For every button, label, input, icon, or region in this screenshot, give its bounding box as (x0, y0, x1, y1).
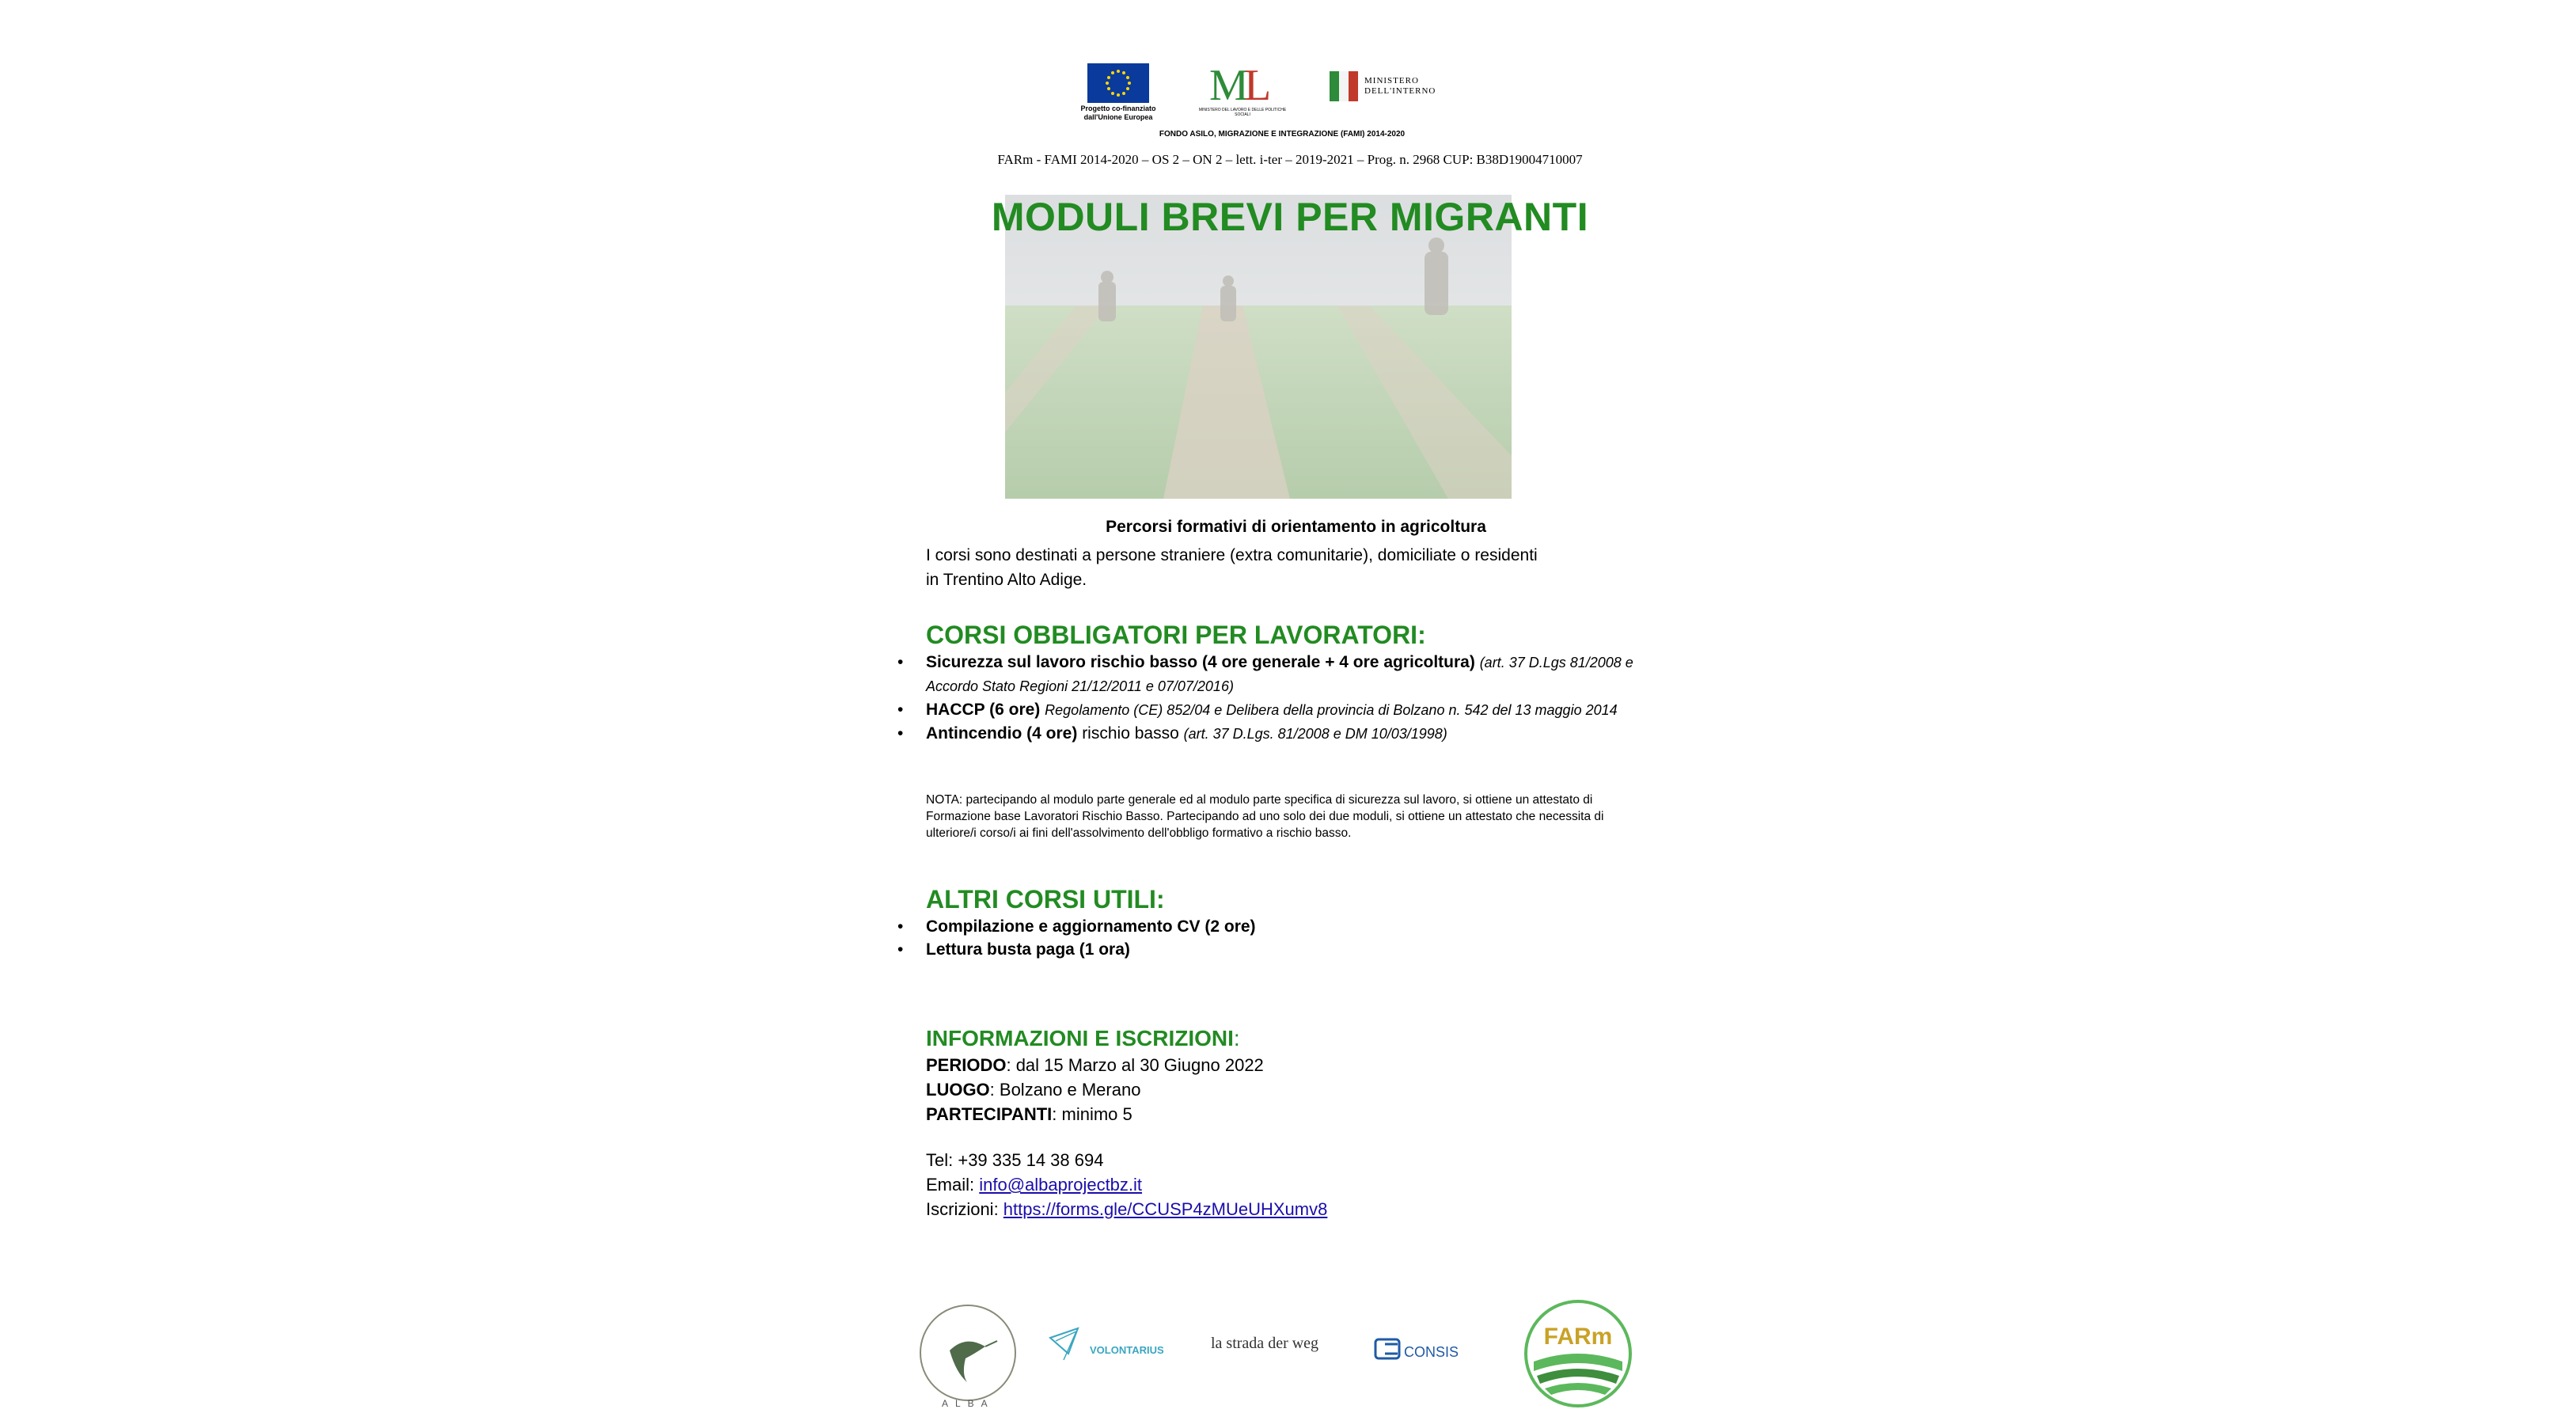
flyer-page (871, 0, 1709, 1413)
svg-text:M: M (1209, 61, 1249, 106)
alba-text: ALBA (942, 1398, 995, 1409)
strada-der-weg-logo: la strada der weg (1211, 1335, 1319, 1352)
info-heading: INFORMAZIONI E ISCRIZIONI: (926, 1026, 1240, 1050)
email-row: Email: info@albaprojectbz.it (926, 1175, 1143, 1195)
page-title: MODULI BREVI PER MIGRANTI (991, 195, 1589, 239)
tel-row: Tel: +39 335 14 38 694 (926, 1150, 1104, 1170)
intro-text: I corsi sono destinati a persone straniere (extra comunitarie), domiciliate o residenti in Trentino Alto Adige. (926, 546, 1538, 589)
svg-text:L: L (1244, 61, 1272, 106)
ministero-interno-text: MINISTERO DELL'INTERNO (1364, 76, 1436, 96)
email-link[interactable]: info@albaprojectbz.it (979, 1175, 1143, 1195)
partecipanti-row: PARTECIPANTI: minimo 5 (926, 1104, 1132, 1124)
farm-logo (1523, 1298, 1633, 1409)
other-courses-heading: ALTRI CORSI UTILI: (926, 885, 1165, 914)
list-item: • Sicurezza sul lavoro rischio basso (4 ore generale + 4 ore agricoltura) (art. 37 D.Lgs 81/2008 e Accordo Stato Regioni 21/12/2011 e 07/07/2016) (897, 651, 1641, 698)
ministero-lavoro-caption: MINISTERO DEL LAVORO E DELLE POLITICHE SOCIALI (1198, 108, 1287, 117)
contact-details (926, 1148, 1480, 1221)
svg-text:VOLONTARIUS: VOLONTARIUS (1090, 1344, 1164, 1356)
list-item: • HACCP (6 ore) Regolamento (CE) 852/04 e Delibera della provincia di Bolzano n. 542 del 13 maggio 2014 (897, 698, 1641, 722)
svg-text:FARm: FARm (1543, 1324, 1613, 1350)
other-courses-list (897, 915, 1641, 961)
svg-text:CONSIS: CONSIS (1404, 1344, 1459, 1360)
volontarius-logo (1046, 1322, 1165, 1369)
periodo-row: PERIODO: dal 15 Marzo al 30 Giugno 2022 (926, 1055, 1264, 1075)
mandatory-courses-list (897, 651, 1641, 746)
project-reference: FARm - FAMI 2014-2020 – OS 2 – ON 2 – lett. i-ter – 2019-2021 – Prog. n. 2968 CUP: B38D19004710007 (997, 152, 1583, 167)
fondo-caption: FONDO ASILO, MIGRAZIONE E INTEGRAZIONE (FAMI) 2014-2020 (1159, 130, 1406, 139)
italian-flag-logo (1330, 71, 1358, 101)
mandatory-courses-heading: CORSI OBBLIGATORI PER LAVORATORI: (926, 621, 1426, 649)
luogo-row: LUOGO: Bolzano e Merano (926, 1080, 1141, 1100)
iscrizioni-link[interactable]: https://forms.gle/CCUSP4zMUeUHXumv8 (1003, 1199, 1328, 1219)
ministero-lavoro-logo (1203, 60, 1282, 106)
consis-logo (1374, 1333, 1485, 1365)
eu-caption: Progetto co-finanziato dall'Unione Europea (1080, 104, 1156, 121)
field-workers-photo (1005, 195, 1512, 499)
info-details (926, 1053, 1480, 1126)
iscrizioni-row: Iscrizioni: https://forms.gle/CCUSP4zMUeUHXumv8 (926, 1199, 1328, 1219)
list-item: • Lettura busta paga (1 ora) (897, 938, 1641, 961)
alba-logo (918, 1303, 1018, 1406)
subtitle: Percorsi formativi di orientamento in agricoltura (1106, 518, 1486, 536)
nota-text: NOTA: partecipando al modulo parte generale ed al modulo parte specifica di sicurezza sul lavoro, si ottiene un attestato di Formazione base Lavoratori Rischio Basso. Partecipando ad uno solo dei due moduli, si ottiene un attestato che necessita di ulteriore/i corso/i ai fini dell'assolvimento dell'obbligo formativo a rischio basso. (926, 793, 1604, 840)
eu-flag-logo (1087, 63, 1149, 103)
list-item: • Compilazione e aggiornamento CV (2 ore) (897, 915, 1641, 938)
list-item: • Antincendio (4 ore) rischio basso (art. 37 D.Lgs. 81/2008 e DM 10/03/1998) (897, 722, 1641, 746)
